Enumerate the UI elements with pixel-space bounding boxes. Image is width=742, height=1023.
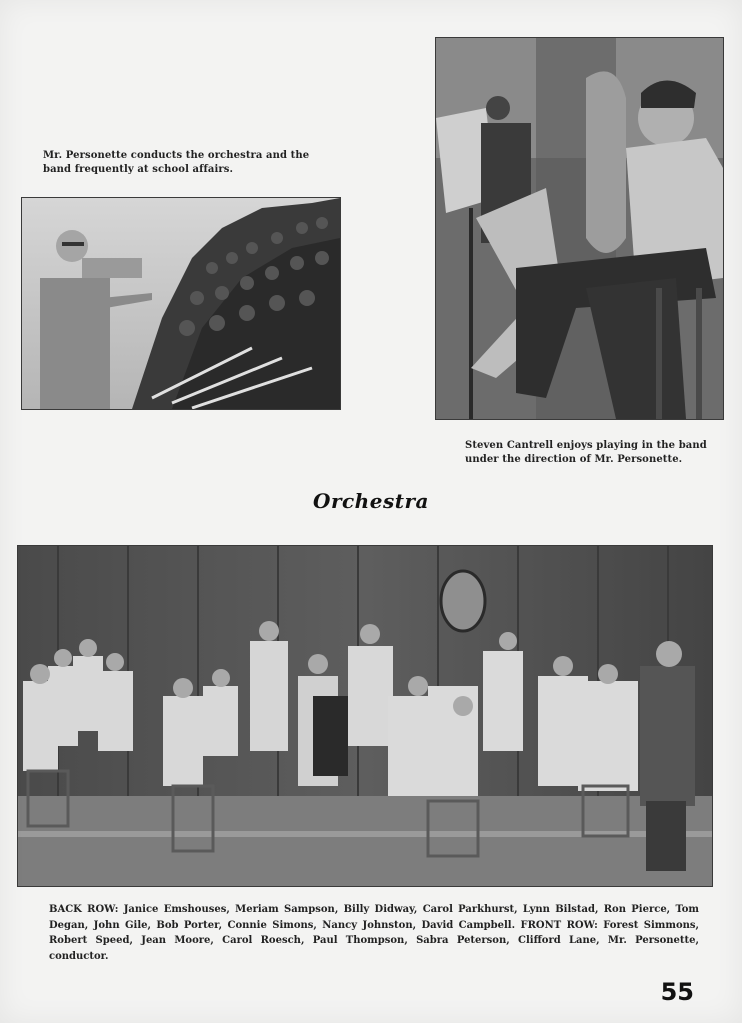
band-photo-caption: Steven Cantrell enjoys playing in the band under the direction of Mr. Personette.: [465, 440, 707, 465]
band-photo: [435, 37, 724, 420]
conductor-photo-caption: Mr. Personette conducts the orchestra and the band frequently at school affairs.: [43, 150, 310, 175]
conductor-photo: [21, 197, 341, 410]
band-photo-image: [436, 38, 723, 419]
orchestra-group-photo: [17, 545, 713, 887]
conductor-photo-image: [22, 198, 340, 409]
section-heading: Orchestra: [313, 489, 429, 513]
page-number: 55: [660, 978, 694, 1006]
orchestra-group-photo-image: [18, 546, 712, 886]
orchestra-names-caption: BACK ROW: Janice Emshouses, Meriam Sampson, Billy Didway, Carol Parkhurst, Lynn Bilstad, Ron Pierce, Tom Degan, John Gile, Bob Porter, Connie Simons, Nancy Johnston, David Campbell. FRONT ROW: Forest Simmons, Robert Speed, Jean Moore, Carol Roesch, Paul Thompson, Sabra Peterson, Clifford Lane, Mr. Personette, conductor.: [49, 904, 699, 962]
